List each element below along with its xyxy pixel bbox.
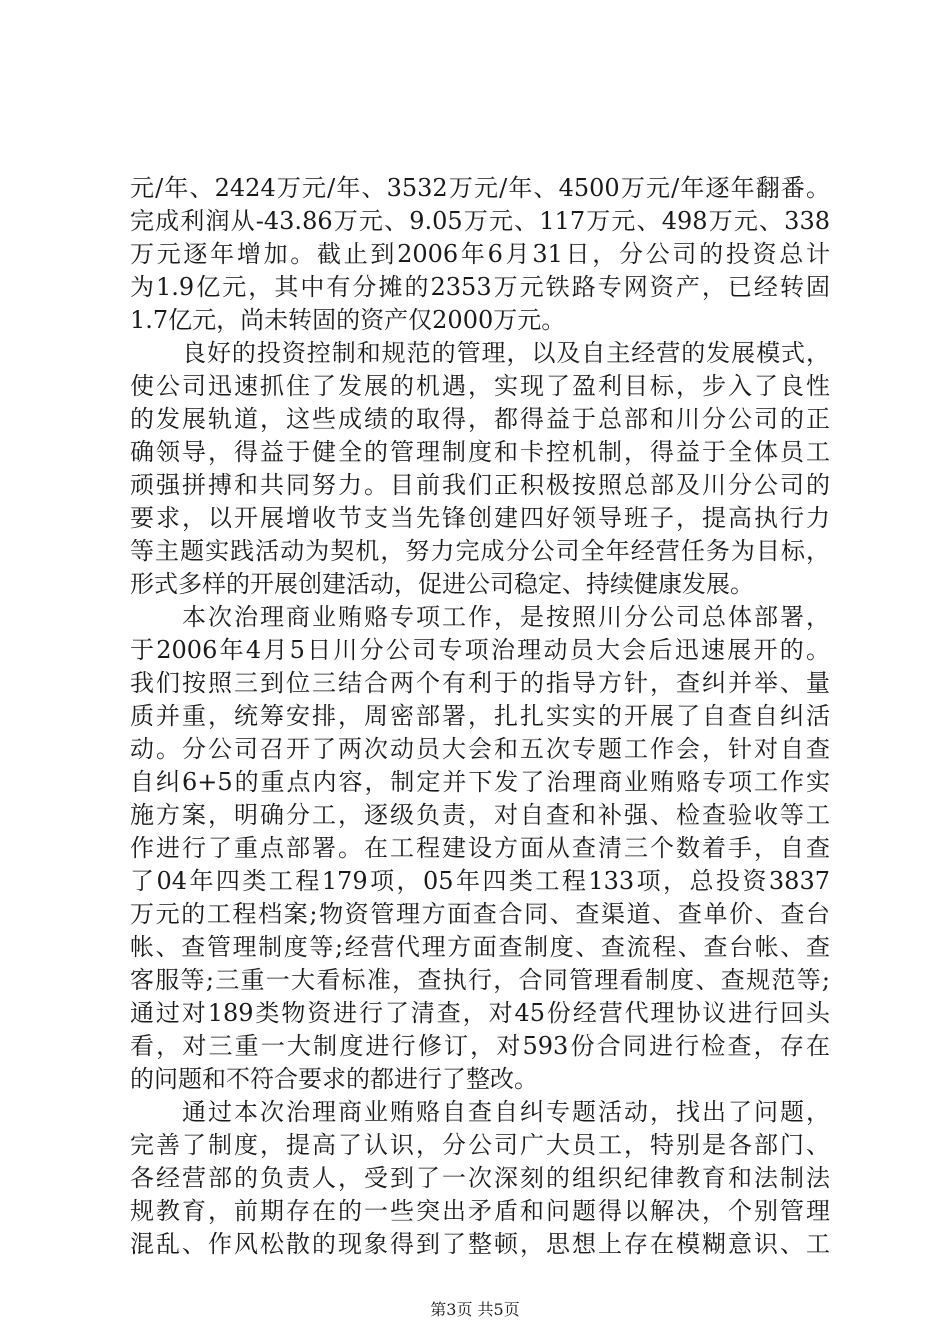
text-line: 要求，以开展增收节支当先锋创建四好领导班子，提高执行力 — [130, 504, 830, 532]
text-line: 完成利润从-43.86万元、9.05万元、117万元、498万元、338 — [130, 207, 830, 235]
text-line: 的问题和不符合要求的都进行了整改。 — [130, 1065, 538, 1093]
text-line: 等主题实践活动为契机，努力完成分公司全年经营任务为目标， — [130, 537, 830, 565]
text-line: 混乱、作风松散的现象得到了整顿，思想上存在模糊意识、工 — [130, 1230, 830, 1258]
paragraph-4 — [130, 1096, 830, 1261]
text-line: 规教育，前期存在的一些突出矛盾和问题得以解决，个别管理 — [130, 1197, 830, 1225]
text-line: 作进行了重点部署。在工程建设方面从查清三个数着手，自查 — [130, 834, 830, 862]
text-line: 元/年、2424万元/年、3532万元/年、4500万元/年逐年翻番。 — [130, 174, 830, 202]
text-line: 看，对三重一大制度进行修订，对593份合同进行检查，存在 — [130, 1032, 830, 1060]
text-line: 万元的工程档案;物资管理方面查合同、查渠道、查单价、查台 — [130, 900, 830, 928]
text-line: 通过本次治理商业贿赂自查自纠专题活动，找出了问题， — [182, 1098, 830, 1126]
text-line: 的发展轨道，这些成绩的取得，都得益于总部和川分公司的正 — [130, 405, 830, 433]
text-line: 动。分公司召开了两次动员大会和五次专题工作会，针对自查 — [130, 735, 830, 763]
text-line: 使公司迅速抓住了发展的机遇，实现了盈利目标，步入了良性 — [130, 372, 830, 400]
text-line: 完善了制度，提高了认识，分公司广大员工，特别是各部门、 — [130, 1131, 830, 1159]
text-line: 各经营部的负责人，受到了一次深刻的组织纪律教育和法制法 — [130, 1164, 830, 1192]
text-line: 我们按照三到位三结合两个有利于的指导方针，查纠并举、量 — [130, 669, 830, 697]
text-line: 施方案，明确分工，逐级负责，对自查和补强、检查验收等工 — [130, 801, 830, 829]
text-line: 万元逐年增加。截止到2006年6月31日，分公司的投资总计 — [130, 240, 830, 268]
paragraph-2 — [130, 337, 830, 601]
text-line: 良好的投资控制和规范的管理，以及自主经营的发展模式， — [182, 339, 830, 367]
text-line: 为1.9亿元，其中有分摊的2353万元铁路专网资产，已经转固 — [130, 273, 830, 301]
text-line: 通过对189类物资进行了清查，对45份经营代理协议进行回头 — [130, 999, 830, 1027]
page-footer — [0, 1300, 950, 1320]
text-line: 了04年四类工程179项，05年四类工程133项，总投资3837 — [130, 867, 830, 895]
text-line: 形式多样的开展创建活动，促进公司稳定、持续健康发展。 — [130, 570, 754, 598]
text-line: 质并重，统筹安排，周密部署，扎扎实实的开展了自查自纠活 — [130, 702, 830, 730]
text-line: 1.7亿元，尚未转固的资产仅2000万元。 — [130, 306, 566, 334]
paragraph-1 — [130, 172, 830, 337]
page-number: 第3页 共5页 — [430, 1300, 520, 1319]
text-line: 自纠6+5的重点内容，制定并下发了治理商业贿赂专项工作实 — [130, 768, 830, 796]
document-body — [130, 172, 830, 1261]
text-line: 客服等;三重一大看标准，查执行，合同管理看制度、查规范等; — [130, 966, 830, 994]
text-line: 顽强拼搏和共同努力。目前我们正积极按照总部及川分公司的 — [130, 471, 830, 499]
text-line: 于2006年4月5日川分公司专项治理动员大会后迅速展开的。 — [130, 636, 830, 664]
text-line: 确领导，得益于健全的管理制度和卡控机制，得益于全体员工 — [130, 438, 830, 466]
text-line: 帐、查管理制度等;经营代理方面查制度、查流程、查台帐、查 — [130, 933, 830, 961]
text-line: 本次治理商业贿赂专项工作，是按照川分公司总体部署， — [182, 603, 830, 631]
paragraph-3 — [130, 601, 830, 1096]
